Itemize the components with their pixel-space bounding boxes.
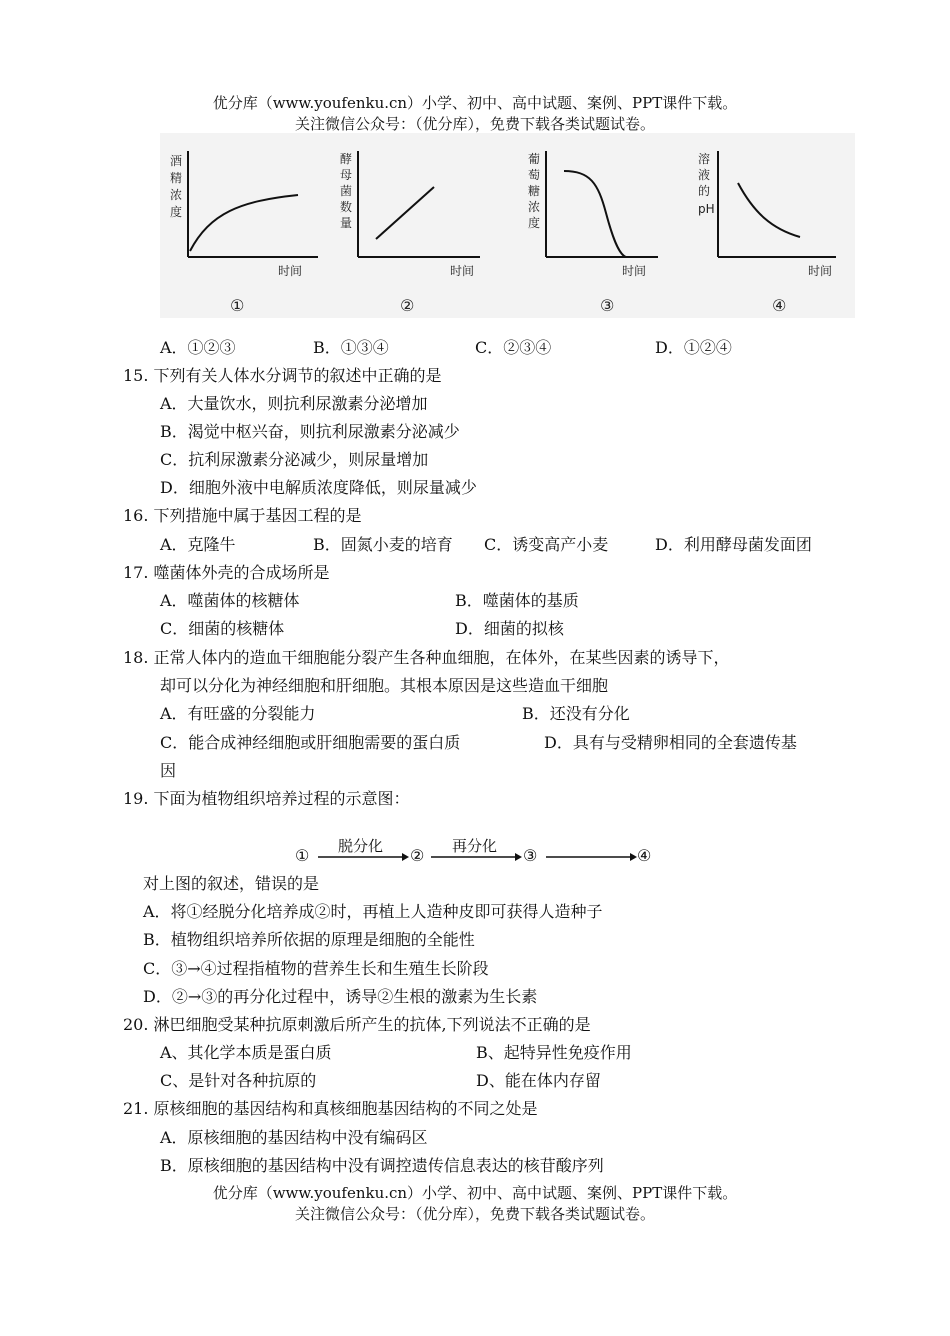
header-line-2: 关注微信公众号：（优分库），免费下载各类试题试卷。 [294,115,655,133]
q16-option-c: C．诱变高产小麦 [484,535,609,554]
q21-stem: 21. 原核细胞的基因结构和真核细胞基因结构的不同之处是 [123,1099,538,1118]
q19-node-4: ④ [637,846,652,865]
q20-option-d: D、能在体内存留 [476,1071,601,1090]
footer-line-1: 优分库（www.youfenku.cn）小学、初中、高中试题、案例、PPT课件下载。 [212,1184,738,1202]
q19-option-d: D．②→③的再分化过程中，诱导②生根的激素为生长素 [143,987,538,1006]
q14-graphs-svg [160,133,855,318]
graph-3-ylabel-3: 浓 [528,200,541,214]
graph-4-ylabel-3: pH [698,202,715,216]
graph-2-ylabel-3: 数 [340,200,353,214]
q19-arrow-2-icon [429,851,523,863]
graph-3-ylabel-2: 糖 [528,184,541,198]
q20-option-b: B、起特异性免疫作用 [476,1043,632,1062]
q19-option-b: B．植物组织培养所依据的原理是细胞的全能性 [143,930,475,949]
q21-option-a: A．原核细胞的基因结构中没有编码区 [160,1128,428,1147]
q18-option-a: A．有旺盛的分裂能力 [160,704,316,723]
q18-option-d: D．具有与受精卵相同的全套遗传基 [544,733,797,752]
q19-arrow-2-label: 再分化 [452,837,498,855]
graph-4-xlabel: 时间 [808,264,833,278]
graph-2-ylabel-2: 菌 [340,184,353,198]
q18-option-d-wrap: 因 [160,761,177,780]
graph-2-ylabel-1: 母 [340,168,353,182]
graph-3-ylabel-4: 度 [528,216,541,230]
graph-1 [170,151,318,315]
graph-4-label: ④ [772,296,787,315]
graph-3-label: ③ [600,296,615,315]
graph-3-curve [564,171,626,257]
graph-1-ylabel-1: 精 [170,171,183,185]
graph-1-curve [190,195,298,251]
q19-node-2: ② [410,846,425,865]
q15-option-d: D．细胞外液中电解质浓度降低，则尿量减少 [160,478,477,497]
graph-1-ylabel-0: 酒 [170,154,183,168]
q19-arrow-1-icon [316,851,410,863]
graph-4-ylabel-0: 溶 [698,152,711,166]
graph-1-ylabel-3: 度 [170,205,183,219]
graph-4-ylabel-2: 的 [698,184,711,198]
graph-2-xlabel: 时间 [450,264,475,278]
graph-1-ylabel-2: 浓 [170,188,183,202]
q17-stem: 17. 噬菌体外壳的合成场所是 [123,563,330,582]
graph-4-ylabel-1: 液 [698,168,711,182]
q18-stem-line-1: 18. 正常人体内的造血干细胞能分裂产生各种血细胞，在体外，在某些因素的诱导下， [123,648,730,667]
q20-option-c: C、是针对各种抗原的 [160,1071,317,1090]
q14-option-a: A．①②③ [160,338,236,357]
q15-stem: 15. 下列有关人体水分调节的叙述中正确的是 [123,366,442,385]
graph-3-xlabel: 时间 [622,264,647,278]
q19-option-a: A．将①经脱分化培养成②时，再植上人造种皮即可获得人造种子 [143,902,603,921]
q19-node-3: ③ [523,846,538,865]
q20-option-a: A、其化学本质是蛋白质 [160,1043,332,1062]
q17-option-a: A．噬菌体的核糖体 [160,591,300,610]
graph-3 [528,151,658,315]
q19-sub-stem: 对上图的叙述，错误的是 [143,874,320,893]
q19-arrow-3-icon [544,851,638,863]
q19-node-1: ① [295,846,310,865]
q19-stem: 19. 下面为植物组织培养过程的示意图： [123,789,410,808]
q14-option-c: C．②③④ [475,338,552,357]
graph-2-line [376,187,434,239]
q18-option-c: C．能合成神经细胞或肝细胞需要的蛋白质 [160,733,461,752]
q14-option-b: B．①③④ [313,338,389,357]
q17-option-b: B．噬菌体的基质 [455,591,579,610]
graph-3-ylabel-0: 葡 [528,152,541,166]
q15-option-b: B．渴觉中枢兴奋，则抗利尿激素分泌减少 [160,422,460,441]
graph-2-ylabel-4: 量 [340,216,353,230]
q16-option-b: B．固氮小麦的培育 [313,535,453,554]
footer-line-2: 关注微信公众号：（优分库），免费下载各类试题试卷。 [294,1205,655,1223]
q18-option-b: B．还没有分化 [522,704,630,723]
q16-option-a: A．克隆牛 [160,535,236,554]
header-line-1: 优分库（www.youfenku.cn）小学、初中、高中试题、案例、PPT课件下载。 [212,94,738,112]
graph-1-label: ① [230,296,245,315]
graph-4-curve [738,183,800,237]
q14-graphs [160,133,855,318]
q19-arrow-1-label: 脱分化 [338,837,384,855]
q18-stem-line-2: 却可以分化为神经细胞和肝细胞。其根本原因是这些造血干细胞 [160,676,609,695]
graph-1-xlabel: 时间 [278,264,303,278]
graph-2-ylabel-0: 酵 [340,152,353,166]
q17-option-d: D．细菌的拟核 [455,619,564,638]
q16-stem: 16. 下列措施中属于基因工程的是 [123,506,362,525]
q15-option-a: A．大量饮水，则抗利尿激素分泌增加 [160,394,428,413]
graph-4 [698,151,836,315]
graph-3-ylabel-1: 萄 [528,168,541,182]
q15-option-c: C．抗利尿激素分泌减少，则尿量增加 [160,450,429,469]
q17-option-c: C．细菌的核糖体 [160,619,285,638]
q16-option-d: D．利用酵母菌发面团 [655,535,812,554]
q14-option-d: D．①②④ [655,338,732,357]
q21-option-b: B．原核细胞的基因结构中没有调控遗传信息表达的核苷酸序列 [160,1156,604,1175]
graph-2-label: ② [400,296,415,315]
q20-stem: 20. 淋巴细胞受某种抗原刺激后所产生的抗体,下列说法不正确的是 [123,1015,591,1034]
q19-option-c: C．③→④过程指植物的营养生长和生殖生长阶段 [143,959,489,978]
graph-2 [340,151,480,315]
